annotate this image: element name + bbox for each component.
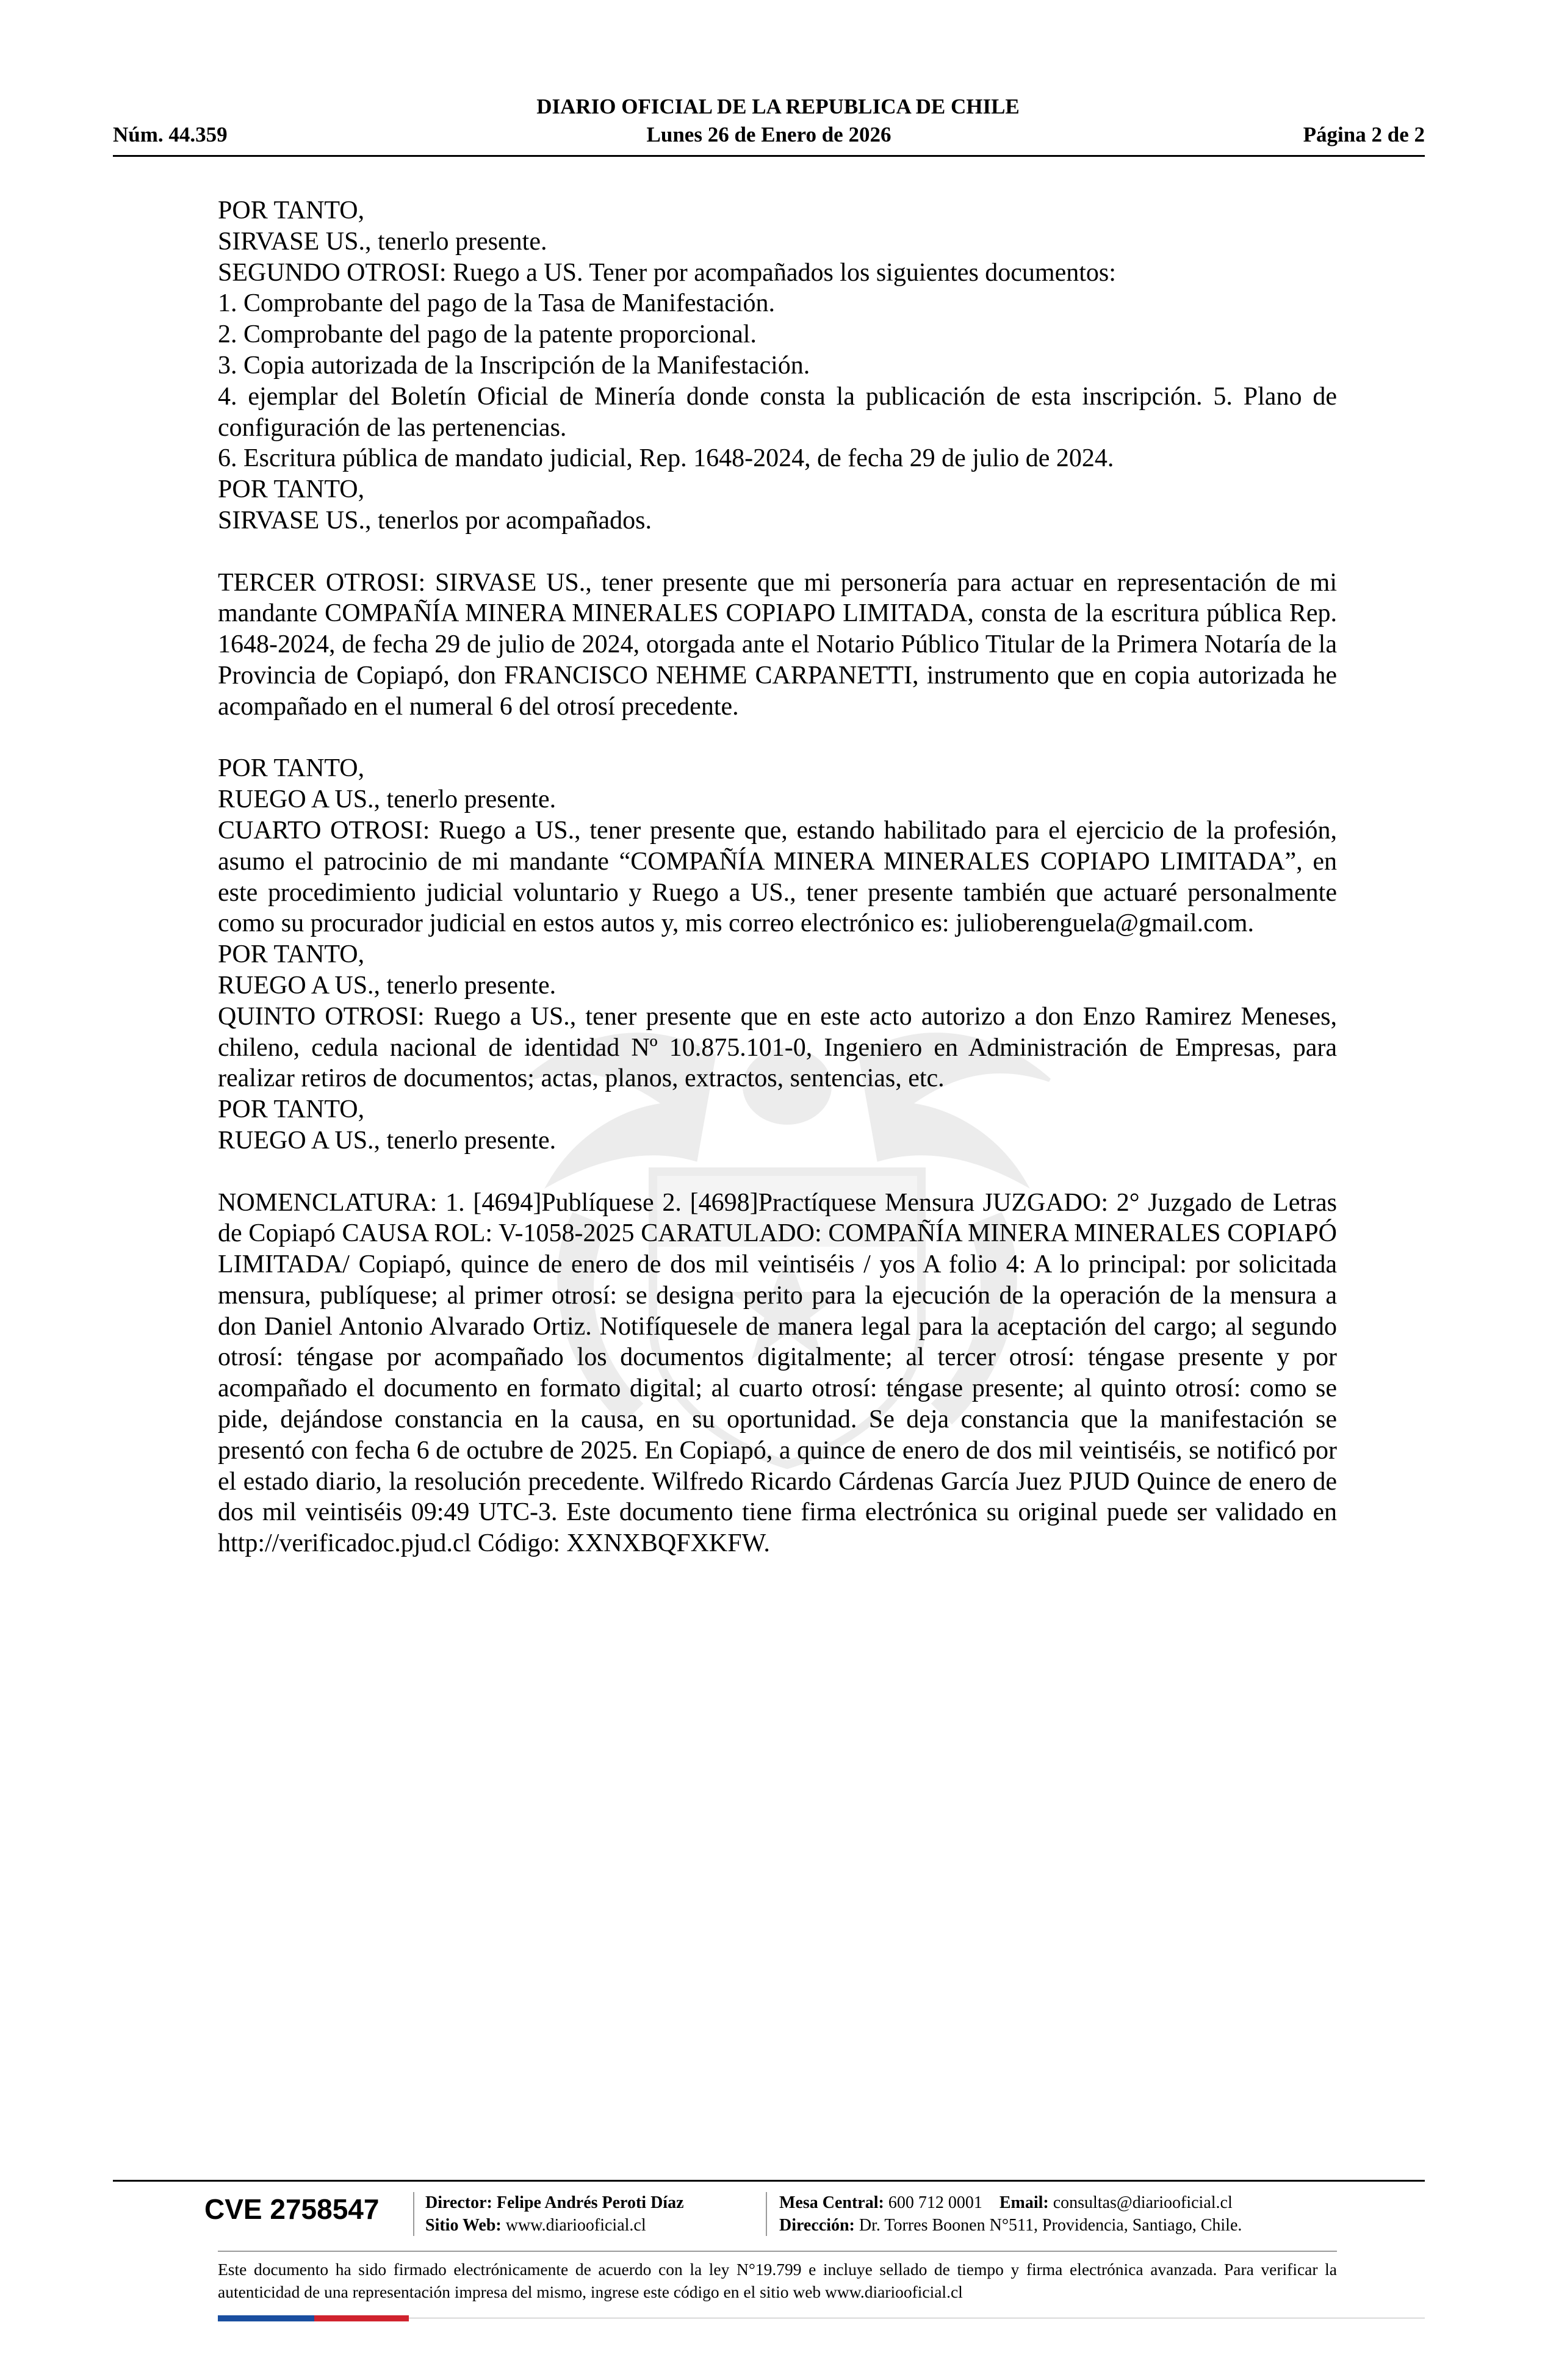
issue-date: Lunes 26 de Enero de 2026 [646,123,891,146]
website-link[interactable]: www.diariooficial.cl [505,2216,646,2235]
list-item: 2. Comprobante del pago de la patente proporcional. [218,320,757,349]
paragraph: SEGUNDO OTROSI: Ruego a US. Tener por acompañados los siguientes documentos: [218,258,1116,287]
website-label: Sitio Web: [425,2216,502,2235]
footer-separator [413,2192,414,2236]
footer-director-block [425,2191,684,2237]
paragraph: RUEGO A US., tenerlo presente. [218,785,556,814]
footer-contact-block [779,2191,1242,2237]
phone-label: Mesa Central: [779,2193,884,2212]
director-name: Felipe Andrés Peroti Díaz [496,2193,684,2212]
footer-separator [766,2192,767,2236]
paragraph: RUEGO A US., tenerlo presente. [218,1126,556,1155]
legal-notice: Este documento ha sido firmado electrónicamente de acuerdo con la ley N°19.799 e incluye sellado de tiempo y firma electrónica avanzada. Para verificar la autenticidad de una representación impresa del mismo, ingrese este código en el sitio web www.diariooficial.cl [218,2260,1337,2301]
paragraph: POR TANTO, [218,940,365,969]
cve-code: CVE 2758547 [204,2193,380,2225]
header-divider [113,155,1425,157]
header-row [113,122,1425,148]
issue-number: Núm. 44.359 [113,123,228,146]
paragraph: TERCER OTROSI: SIRVASE US., tener presente que mi personería para actuar en representación de mi mandante COMPAÑÍA MINERA MINERALES COPIAPO LIMITADA, consta de la escritura pública Rep. 1648-2024, de fecha 29 de julio de 2024, otorgada ante el Notario Público Titular de la Primera Notaría de la Provincia de Copiapó, don FRANCISCO NEHME CARPANETTI, instrumento que en copia autorizada he acompañado en el numeral 6 del otrosí precedente. [218,568,1337,721]
email-label: Email: [999,2193,1049,2212]
publication-title: DIARIO OFICIAL DE LA REPUBLICA DE CHILE [536,95,1020,118]
page-indicator: Página 2 de 2 [1303,123,1425,146]
flag-stripe-blue [218,2315,314,2321]
address-label: Dirección: [779,2216,855,2235]
list-item: 6. Escritura pública de mandato judicial, Rep. 1648-2024, de fecha 29 de julio de 2024. [218,444,1114,473]
paragraph: POR TANTO, [218,475,365,504]
paragraph: NOMENCLATURA: 1. [4694]Publíquese 2. [4698]Practíquese Mensura JUZGADO: 2° Juzgado de Letras de Copiapó CAUSA ROL: V-1058-2025 CARATULADO: COMPAÑÍA MINERA MINERALES COPIAPÓ LIMITADA/ Copiapó, quince de enero de dos mil veintiséis / yos A folio 4: A lo principal: por solicitada mensura, publíquese; al primer otrosí: se designa perito para la ejecución de la operación de la mensura a don Daniel Antonio Alvarado Ortiz. Notifíquesele de manera legal para la aceptación del cargo; al segundo otrosí: téngase por acompañado los documentos digitalmente; al tercer otrosí: téngase presente y por acompañado el documento en formato digital; al cuarto otrosí: téngase presente; al quinto otrosí: como se pide, dejándose constancia en la causa, en su oportunidad. Se deja constancia que la manifestación se presentó con fecha 6 de octubre de 2025. En Copiapó, a quince de enero de dos mil veintiséis, se notificó por el estado diario, la resolución precedente. Wilfredo Ricardo Cárdenas García Juez PJUD Quince de enero de dos mil veintiséis 09:49 UTC-3. Este documento tiene firma electrónica su original puede ser validado en http://verificadoc.pjud.cl Código: XXNXBQFXKFW. [218,1188,1337,1558]
paragraph: QUINTO OTROSI: Ruego a US., tener presente que en este acto autorizo a don Enzo Ramirez Meneses, chileno, cedula nacional de identidad Nº 10.875.101-0, Ingeniero en Administración de Empresas, para realizar retiros de documentos; actas, planos, extractos, sentencias, etc. [218,1002,1337,1093]
paragraph: POR TANTO, [218,1095,365,1124]
list-item: 1. Comprobante del pago de la Tasa de Manifestación. [218,289,776,318]
email-link[interactable]: consultas@diariooficial.cl [1053,2193,1233,2212]
footer-divider [113,2180,1425,2182]
list-item: 3. Copia autorizada de la Inscripción de la Manifestación. [218,351,810,380]
paragraph: CUARTO OTROSI: Ruego a US., tener presente que, estando habilitado para el ejercicio de la profesión, asumo el patrocinio de mi mandante “COMPAÑÍA MINERA MINERALES COPIAPO LIMITADA”, en este procedimiento judicial voluntario y Ruego a US., tener presente también que actuaré personalmente como su procurador judicial en estos autos y, mis correo electrónico es: julioberenguela@gmail.com. [218,816,1337,938]
paragraph: POR TANTO, [218,754,365,783]
paragraph: SIRVASE US., tenerlos por acompañados. [218,506,652,535]
director-label: Director: [425,2193,492,2212]
paragraph: POR TANTO, [218,197,365,225]
phone-number: 600 712 0001 [888,2193,982,2212]
address-text: Dr. Torres Boonen N°511, Providencia, Santiago, Chile. [859,2216,1242,2235]
footer-inner-divider [218,2251,1337,2252]
paragraph: RUEGO A US., tenerlo presente. [218,971,556,1000]
paragraph: SIRVASE US., tenerlo presente. [218,227,547,256]
document-body [218,195,1337,1559]
flag-stripe-red [314,2315,409,2321]
list-item: 4. ejemplar del Boletín Oficial de Minería donde consta la publicación de esta inscripción. 5. Plano de configuración de las pertenencias. [218,382,1337,442]
